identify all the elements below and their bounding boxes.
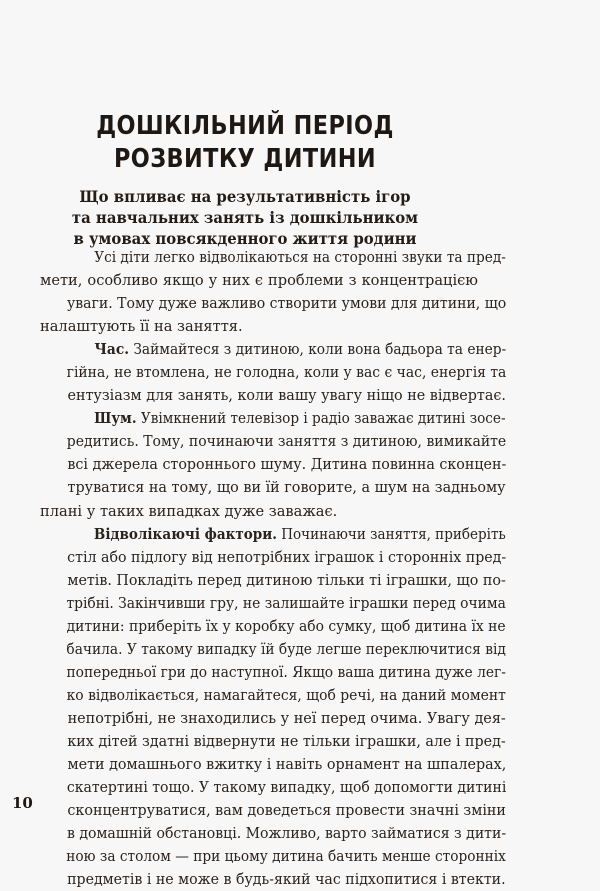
text-line: всі джерела стороннього шуму. Дитина повинна сконцен- (67, 456, 507, 474)
text-line: ною за столом — при цьому дитина бачить менше сторонніх (66, 848, 506, 866)
text-line: ких дітей здатні відвернути не тільки іграшки, але і пред- (67, 732, 506, 750)
section-heading-line-1: Що впливає на результативність ігор (79, 187, 411, 206)
paragraph-noise (12, 407, 507, 522)
text-line: гійна, не втомлена, не голодна, коли у вас є час, енергія та (66, 364, 507, 382)
text-line: непотрібні, не знаходились у неї перед очима. Увагу дея- (67, 709, 506, 727)
text-line: дитини: приберіть їх у коробку або сумку, щоб дитина їх не (66, 617, 506, 635)
text-line: трібні. Закінчивши гру, не залишайте іграшки перед очима (66, 594, 506, 612)
text-line: ентузіазм для занять, коли вашу увагу ніщо не відвертає. (67, 387, 506, 405)
text-line: в домашній обстановці. Можливо, варто займатися з дити- (66, 825, 507, 843)
chapter-title-line-2: РОЗВИТКУ ДИТИНИ (113, 144, 377, 174)
section-heading-line-3: в умовах повсякденного життя родини (73, 229, 417, 248)
text-line: редитись. Тому, починаючи заняття з дитиною, вимикайте (66, 433, 507, 451)
text-line-rest: Займайтеся з дитиною, коли вона бадьора та енер- (128, 341, 507, 359)
chapter-title-line-1: ДОШКІЛЬНИЙ ПЕРІОД (96, 111, 394, 141)
text-line (12, 407, 506, 430)
section-heading (10, 186, 480, 249)
page-number: 10 (12, 794, 33, 812)
text-line: труватися на тому, що ви їй говорите, а шум на задньому (67, 479, 506, 497)
text-line-rest: Увімкнений телевізор і радіо заважає дитині зосе- (136, 410, 506, 428)
paragraph-time (12, 338, 507, 407)
text-line-rest: Починаючи заняття, приберіть (276, 525, 506, 543)
text-line: предметів і не може в будь-який час підхопитися і втекти. (67, 871, 506, 889)
text-line: метів. Покладіть перед дитиною тільки ті іграшки, що по- (67, 571, 506, 589)
body-text (12, 246, 507, 891)
text-line: плані у таких випадках дуже заважає. (40, 502, 338, 520)
text-line: попередньої гри до наступної. Якщо ваша дитина дуже лег- (66, 663, 506, 681)
paragraph-intro (12, 246, 507, 338)
paragraph-lead-distractions: Відволікаючі фактори. (93, 525, 277, 543)
section-heading-line-2: та навчальних занять із дошкільником (71, 208, 419, 227)
text-line: бачила. У такому випадку їй буде легше переключитися від (66, 640, 506, 658)
text-line: мети домашнього вжитку і навіть орнамент на шпалерах, (67, 756, 507, 774)
paragraph-distractions (12, 523, 507, 891)
chapter-title (34, 110, 455, 176)
text-line: стіл або підлогу від непотрібних іграшок і сторонніх пред- (67, 548, 507, 566)
text-line (12, 338, 507, 361)
text-line: скатертині тощо. У такому випадку, щоб допомогти дитині (66, 779, 507, 797)
paragraph-lead-noise: Шум. (94, 410, 137, 428)
text-line (12, 523, 506, 546)
text-line: Усі діти легко відволікаються на сторонні звуки та пред- (94, 249, 506, 266)
text-line: мети, особливо якщо у них є проблеми з концентрацією (40, 272, 478, 290)
text-line: ко відволікається, намагайтеся, щоб речі, на даний момент (66, 686, 506, 704)
text-line: налаштують її на заняття. (40, 318, 243, 336)
text-line: сконцентруватися, вам доведеться провести значні зміни (67, 802, 506, 820)
paragraph-lead-time: Час. (94, 341, 129, 359)
text-line: уваги. Тому дуже важливо створити умови для дитини, що (66, 295, 507, 313)
